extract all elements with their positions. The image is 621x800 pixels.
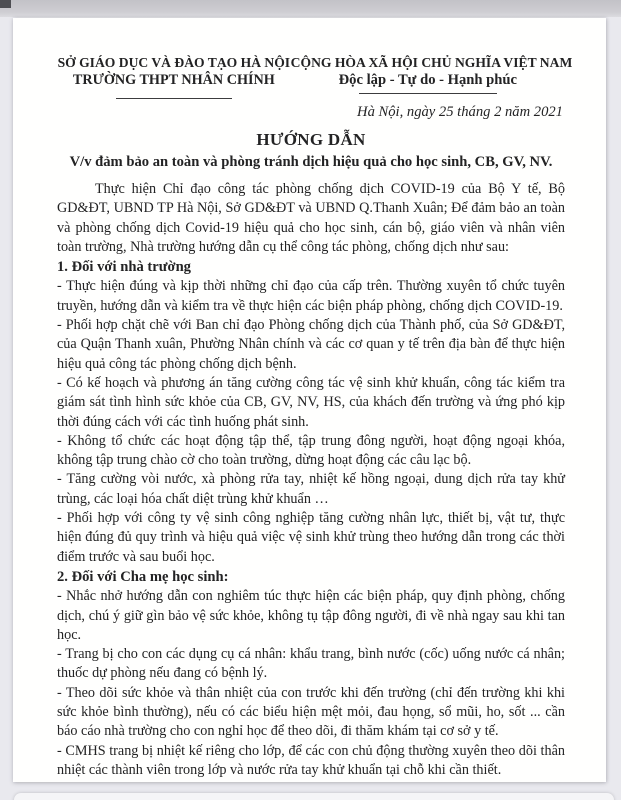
org-name-school: TRƯỜNG THPT NHÂN CHÍNH <box>72 72 275 88</box>
intro-paragraph: Thực hiện Chỉ đạo công tác phòng chống dịch COVID-19 của Bộ Y tế, Bộ GD&ĐT, UBND TP Hà Nội, Sở GD&ĐT và UBND Q.Thanh Xuân; Để đảm bảo an toàn và phòng chống dịch Covid-19 hiệu quả cho học sinh, cán bộ, giáo viên và nhân viên toàn trường, Nhà trường hướng dẫn cụ thể công tác phòng, chống dịch như sau: <box>57 181 565 255</box>
org-underline <box>116 98 232 99</box>
list-item: - Không tổ chức các hoạt động tập thể, tập trung đông người, hoạt động ngoại khóa, không tập trung chào cờ cho toàn trường, dừng hoạt động các câu lạc bộ. <box>57 432 565 469</box>
document-subject: V/v đảm bảo an toàn và phòng tránh dịch hiệu quả cho học sinh, CB, GV, NV. <box>69 154 553 170</box>
list-item: - Tăng cường vòi nước, xà phòng rửa tay, nhiệt kế hồng ngoại, dung dịch rửa tay khử trùng, các loại hóa chất diệt trùng khử khuẩn … <box>57 471 565 507</box>
list-item: - Nhắc nhở hướng dẫn con nghiêm túc thực hiện các biện pháp, quy định phòng, chống dịch, chú ý giữ gìn bảo vệ sức khỏe, không tụ tập đông người, đi về nhà ngay sau khi tan học. <box>57 588 565 643</box>
list-item: - Thực hiện đúng và kịp thời những chỉ đạo của cấp trên. Thường xuyên tổ chức tuyên truyền, hướng dẫn và kiểm tra về thực hiện các biện pháp phòng, chống dịch COVID-19. <box>57 278 565 314</box>
document-title: HƯỚNG DẪN <box>256 130 366 149</box>
list-item: - Trang bị cho con các dụng cụ cá nhân: khẩu trang, bình nước (cốc) uống nước cá nhân; thuốc dự phòng nếu đang có bệnh lý. <box>57 646 565 682</box>
org-name-parent: SỞ GIÁO DỤC VÀ ĐÀO TẠO HÀ NỘI <box>57 55 291 70</box>
place-date-line: Hà Nội, ngày 25 tháng 2 năm 2021 <box>357 104 563 120</box>
list-item: - CMHS trang bị nhiệt kế riêng cho lớp, để các con chủ động thường xuyên theo dõi thân nhiệt các thành viên trong lớp và nước rửa tay khử khuẩn tại chỗ khi cần thiết. <box>57 742 565 778</box>
section-heading-parents: 2. Đối với Cha mẹ học sinh: <box>57 568 229 585</box>
issuing-org-block <box>57 54 291 121</box>
document-page <box>13 18 606 782</box>
scan-corner-mark <box>0 0 11 8</box>
section-heading-school: 1. Đối với nhà trường <box>57 259 191 276</box>
list-item: - Phối hợp với công ty vệ sinh công nghiệp tăng cường nhân lực, thiết bị, vật tư, thực hiện đúng đủ quy trình và hiệu quả việc vệ sinh khử trùng theo hướng dẫn trong các thời điểm trước và sau buổi học. <box>57 510 565 565</box>
list-item: - Theo dõi sức khỏe và thân nhiệt của con trước khi đến trường (chỉ đến trường khi khi sức khỏe bình thường), nếu có các biểu hiện mệt mỏi, đau họng, sổ mũi, ho, sốt ... cần báo cáo nhà trường cho con nghỉ học để theo dõi, đi thăm khám tại cơ sở y tế. <box>57 684 565 740</box>
motto-underline <box>359 93 497 94</box>
national-title: CỘNG HÒA XÃ HỘI CHỦ NGHĨA VIỆT NAM <box>290 55 573 70</box>
next-page-edge <box>14 793 614 800</box>
list-item: - Phối hợp chặt chẽ với Ban chỉ đạo Phòng chống dịch của Thành phố, của Sở GD&ĐT, của Quận Thanh xuân, Phường Nhân chính và các cơ quan y tế trên địa bàn để thực hiện hiệu quả công tác phòng chống dịch bệnh. <box>57 317 565 372</box>
scan-top-band <box>0 0 621 17</box>
national-motto: Độc lập - Tự do - Hạnh phúc <box>338 72 518 88</box>
list-item: - Có kế hoạch và phương án tăng cường công tác vệ sinh khử khuẩn, công tác kiểm tra giám sát tình hình sức khỏe của CB, GV, NV, HS, của khách đến trường và ứng phó kịp thời đúng cách với các tình huống phát sinh. <box>57 374 565 430</box>
document-header <box>57 54 573 121</box>
national-motto-block <box>290 54 573 121</box>
